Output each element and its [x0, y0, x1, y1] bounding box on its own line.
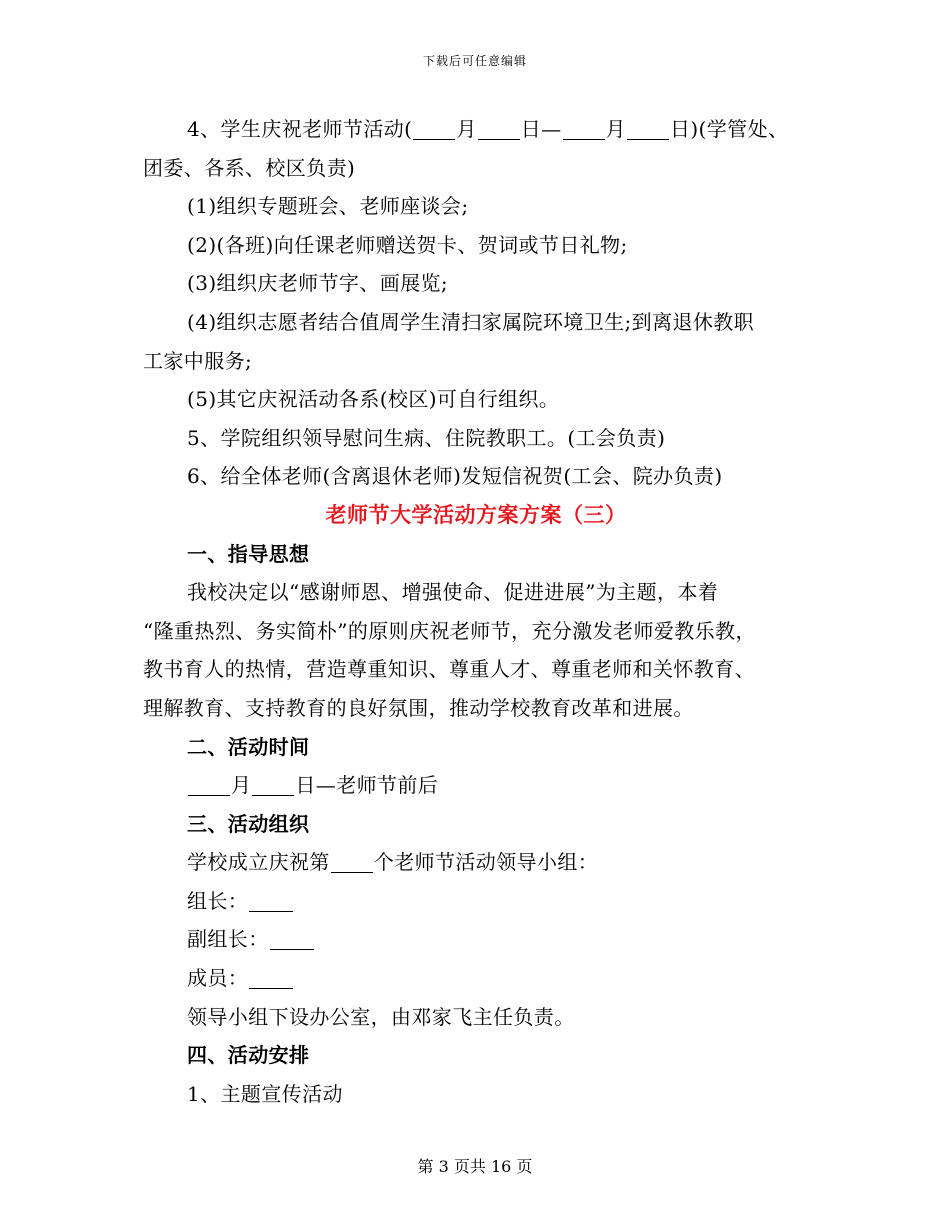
- subitem-4-line-1: (4)组织志愿者结合值周学生清扫家属院环境卫生;到离退休教职: [187, 309, 755, 334]
- blank-members: [249, 970, 293, 989]
- guiding-line-2: “隆重热烈、务实简朴”的原则庆祝老师节，充分激发老师爱教乐教，: [143, 618, 756, 643]
- guiding-line-1: 我校决定以“感谢师恩、增强使命、促进进展”为主题，本着: [187, 580, 719, 605]
- blank-day-end: [627, 121, 669, 140]
- org-heading: 三、活动组织: [187, 811, 310, 836]
- subitem-1: (1)组织专题班会、老师座谈会;: [187, 194, 469, 219]
- blank-day-start: [478, 121, 520, 140]
- guiding-heading: 一、指导思想: [187, 541, 310, 566]
- blank-leader: [249, 893, 293, 912]
- item-4-line-1: 4、学生庆祝老师节活动( 月 日— 月 日)(学管处、: [187, 117, 789, 141]
- org-office: 领导小组下设办公室，由邓家飞主任负责。: [187, 1004, 575, 1029]
- document-body: [143, 110, 809, 1113]
- subitem-3: (3)组织庆老师节字、画展览;: [187, 271, 449, 296]
- item-4-line-2: 团委、各系、校区负责): [143, 155, 356, 180]
- org-line-1: 学校成立庆祝第 个老师节活动领导小组：: [187, 850, 599, 875]
- time-heading: 二、活动时间: [187, 734, 310, 759]
- item-6: 6、给全体老师(含离退休老师)发短信祝贺(工会、院办负责): [187, 464, 723, 489]
- subitem-5: (5)其它庆祝活动各系(校区)可自行组织。: [187, 387, 560, 412]
- section-title: 老师节大学活动方案方案（三）: [325, 501, 627, 527]
- blank-vice-leader: [270, 931, 314, 950]
- page-footer: 第 3 页共 16 页: [417, 1157, 533, 1176]
- blank-edition: [331, 854, 373, 873]
- blank-time-day: [252, 777, 294, 796]
- guiding-line-3: 教书育人的热情，营造尊重知识、尊重人才、尊重老师和关怀教育、: [143, 657, 755, 682]
- guiding-line-4: 理解教育、支持教育的良好氛围，推动学校教育改革和进展。: [143, 695, 694, 720]
- arrange-item-1: 1、主题宣传活动: [187, 1081, 343, 1106]
- org-vice-leader: 副组长：: [143, 920, 809, 959]
- page-header: 下载后可任意编辑: [422, 54, 527, 68]
- blank-month-start: [413, 121, 455, 140]
- blank-time-month: [188, 777, 230, 796]
- subitem-2: (2)(各班)向任课老师赠送贺卡、贺词或节日礼物;: [187, 232, 628, 257]
- org-leader: 组长：: [143, 882, 809, 921]
- item-5: 5、学院组织领导慰问生病、住院教职工。(工会负责): [187, 425, 666, 450]
- blank-month-end: [563, 121, 605, 140]
- arrange-heading: 四、活动安排: [187, 1043, 310, 1068]
- time-line: 月 日—老师节前后: [143, 766, 809, 805]
- org-members: 成员：: [143, 959, 809, 998]
- subitem-4-line-2: 工家中服务;: [143, 348, 253, 373]
